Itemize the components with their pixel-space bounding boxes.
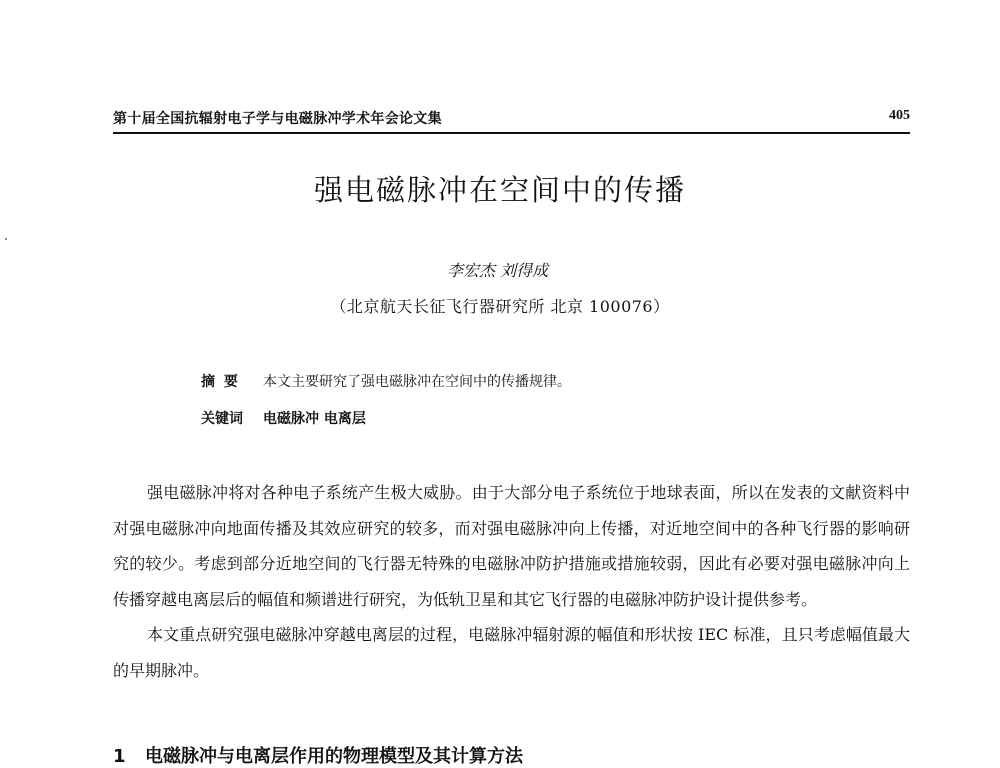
body-paragraph: 强电磁脉冲将对各种电子系统产生极大威胁。由于大部分电子系统位于地球表面，所以在发表的文献资料中对强电磁脉冲向地面传播及其效应研究的较多，而对强电磁脉冲向上传播，对近地空间中的各种飞行器的影响研究的较少。考虑到部分近地空间的飞行器无特殊的电磁脉冲防护措施或措施较弱，因此有必要对强电磁脉冲向上传播穿越电离层后的幅值和频谱进行研究，为低轨卫星和其它飞行器的电磁脉冲防护设计提供参考。 [113, 483, 910, 609]
keywords-text: 电磁脉冲 电离层 [263, 411, 366, 427]
scan-speck [5, 238, 7, 240]
keywords-label: 关键词 [201, 411, 243, 427]
abstract-text: 本文主要研究了强电磁脉冲在空间中的传播规律。 [263, 374, 571, 390]
page-number: 405 [889, 108, 910, 123]
abstract-label: 摘 要 [201, 374, 240, 390]
running-header [113, 106, 910, 134]
section-number: 1 [113, 746, 126, 767]
keywords [201, 408, 366, 428]
section-title: 电磁脉冲与电离层作用的物理模型及其计算方法 [145, 746, 523, 767]
proceedings-title: 第十届全国抗辐射电子学与电磁脉冲学术年会论文集 [113, 111, 442, 127]
abstract [201, 371, 571, 391]
body-text [113, 475, 910, 688]
paper-title: 强电磁脉冲在空间中的传播 [313, 173, 686, 207]
body-paragraph: 本文重点研究强电磁脉冲穿越电离层的过程，电磁脉冲辐射源的幅值和形状按 IEC 标准，且只考虑幅值最大的早期脉冲。 [113, 625, 910, 680]
affiliation: （北京航天长征飞行器研究所 北京 100076） [330, 297, 670, 316]
authors: 李宏杰 刘得成 [447, 261, 549, 280]
section-heading [113, 742, 523, 768]
